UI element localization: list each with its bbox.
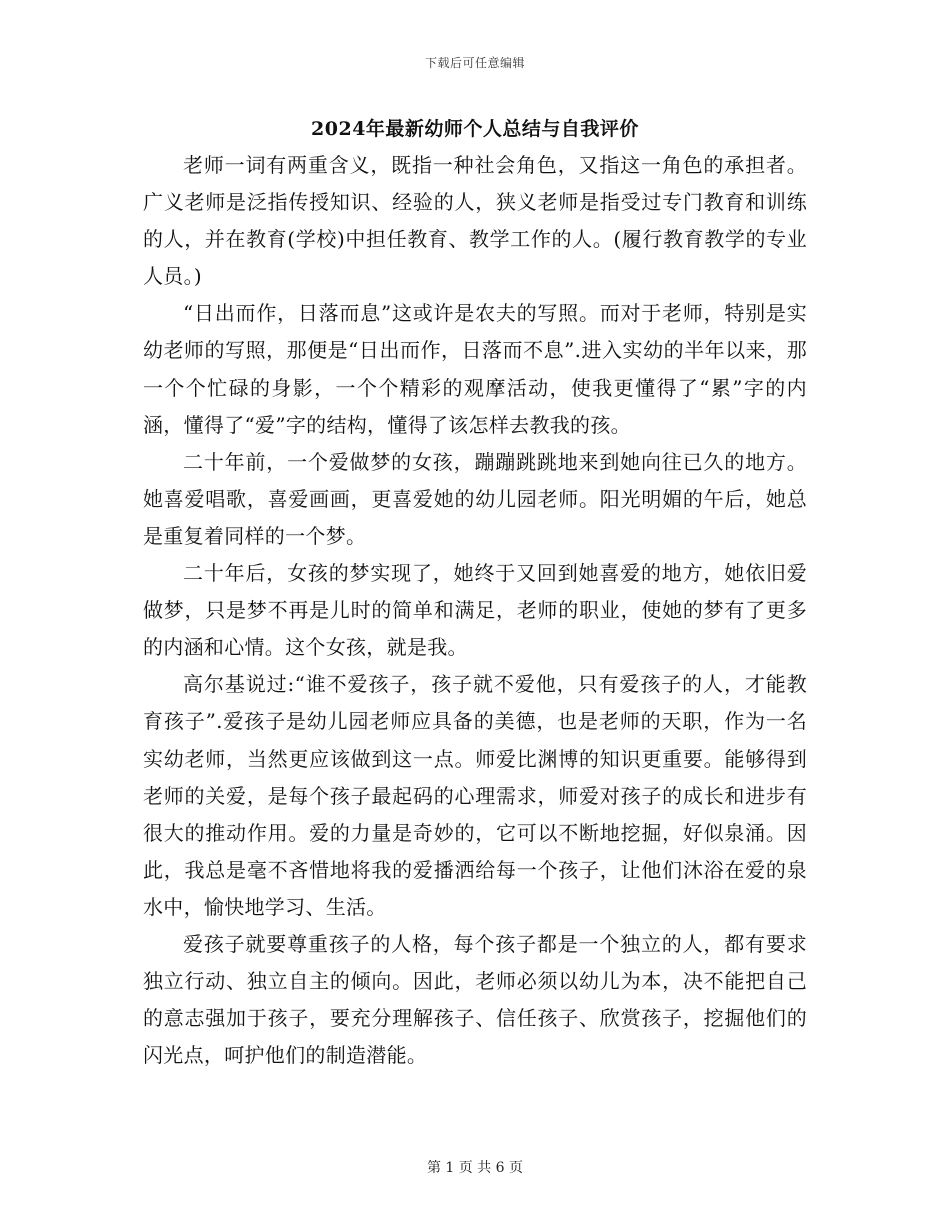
paragraph-gorky-quote: 高尔基说过:“谁不爱孩子，孩子就不爱他，只有爱孩子的人，才能教育孩子”.爱孩子是幼儿园老师应具备的美德，也是老师的天职，作为一名实幼老师，当然更应该做到这一点。师爱比渊博的知识更重要。能够得到老师的关爱，是每个孩子最起码的心理需求，师爱对孩子的成长和进步有很大的推动作用。爱的力量是奇妙的，它可以不断地挖掘，好似泉涌。因此，我总是毫不吝惜地将我的爱播洒给每一个孩子，让他们沐浴在爱的泉水中，愉快地学习、生活。 (143, 672, 807, 919)
paragraph-twenty-years-ago: 二十年前，一个爱做梦的女孩，蹦蹦跳跳地来到她向往已久的地方。她喜爱唱歌，喜爱画画，更喜爱她的幼儿园老师。阳光明媚的午后，她总是重复着同样的一个梦。 (143, 449, 807, 548)
document-title: 2024年最新幼师个人总结与自我评价 (311, 118, 639, 140)
paragraph-respect-children: 爱孩子就要尊重孩子的人格，每个孩子都是一个独立的人，都有要求独立行动、独立自主的倾向。因此，老师必须以幼儿为本，决不能把自己的意志强加于孩子，要充分理解孩子、信任孩子、欣赏孩子，挖掘他们的闪光点，呵护他们的制造潜能。 (143, 931, 807, 1068)
paragraph-sunrise-sunset: “日出而作，日落而息”这或许是农夫的写照。而对于老师，特别是实幼老师的写照，那便是“日出而作，日落而不息”.进入实幼的半年以来，那一个个忙碌的身影，一个个精彩的观摩活动，使我更懂得了“累”字的内涵，懂得了“爱”字的结构，懂得了该怎样去教我的孩。 (143, 301, 807, 437)
paragraph-teacher-definition: 老师一词有两重含义，既指一种社会角色，又指这一角色的承担者。广义老师是泛指传授知识、经验的人，狭义老师是指受过专门教育和训练的人，并在教育(学校)中担任教育、教学工作的人。(履行教育教学的专业人员。) (143, 153, 807, 289)
page-number: 第 1 页 共 6 页 (426, 1160, 524, 1176)
header-note: 下载后可任意编辑 (424, 56, 525, 70)
paragraph-twenty-years-later: 二十年后，女孩的梦实现了，她终于又回到她喜爱的地方，她依旧爱做梦，只是梦不再是儿时的简单和满足，老师的职业，使她的梦有了更多的内涵和心情。这个女孩，就是我。 (143, 561, 807, 660)
document-body (143, 147, 807, 1074)
